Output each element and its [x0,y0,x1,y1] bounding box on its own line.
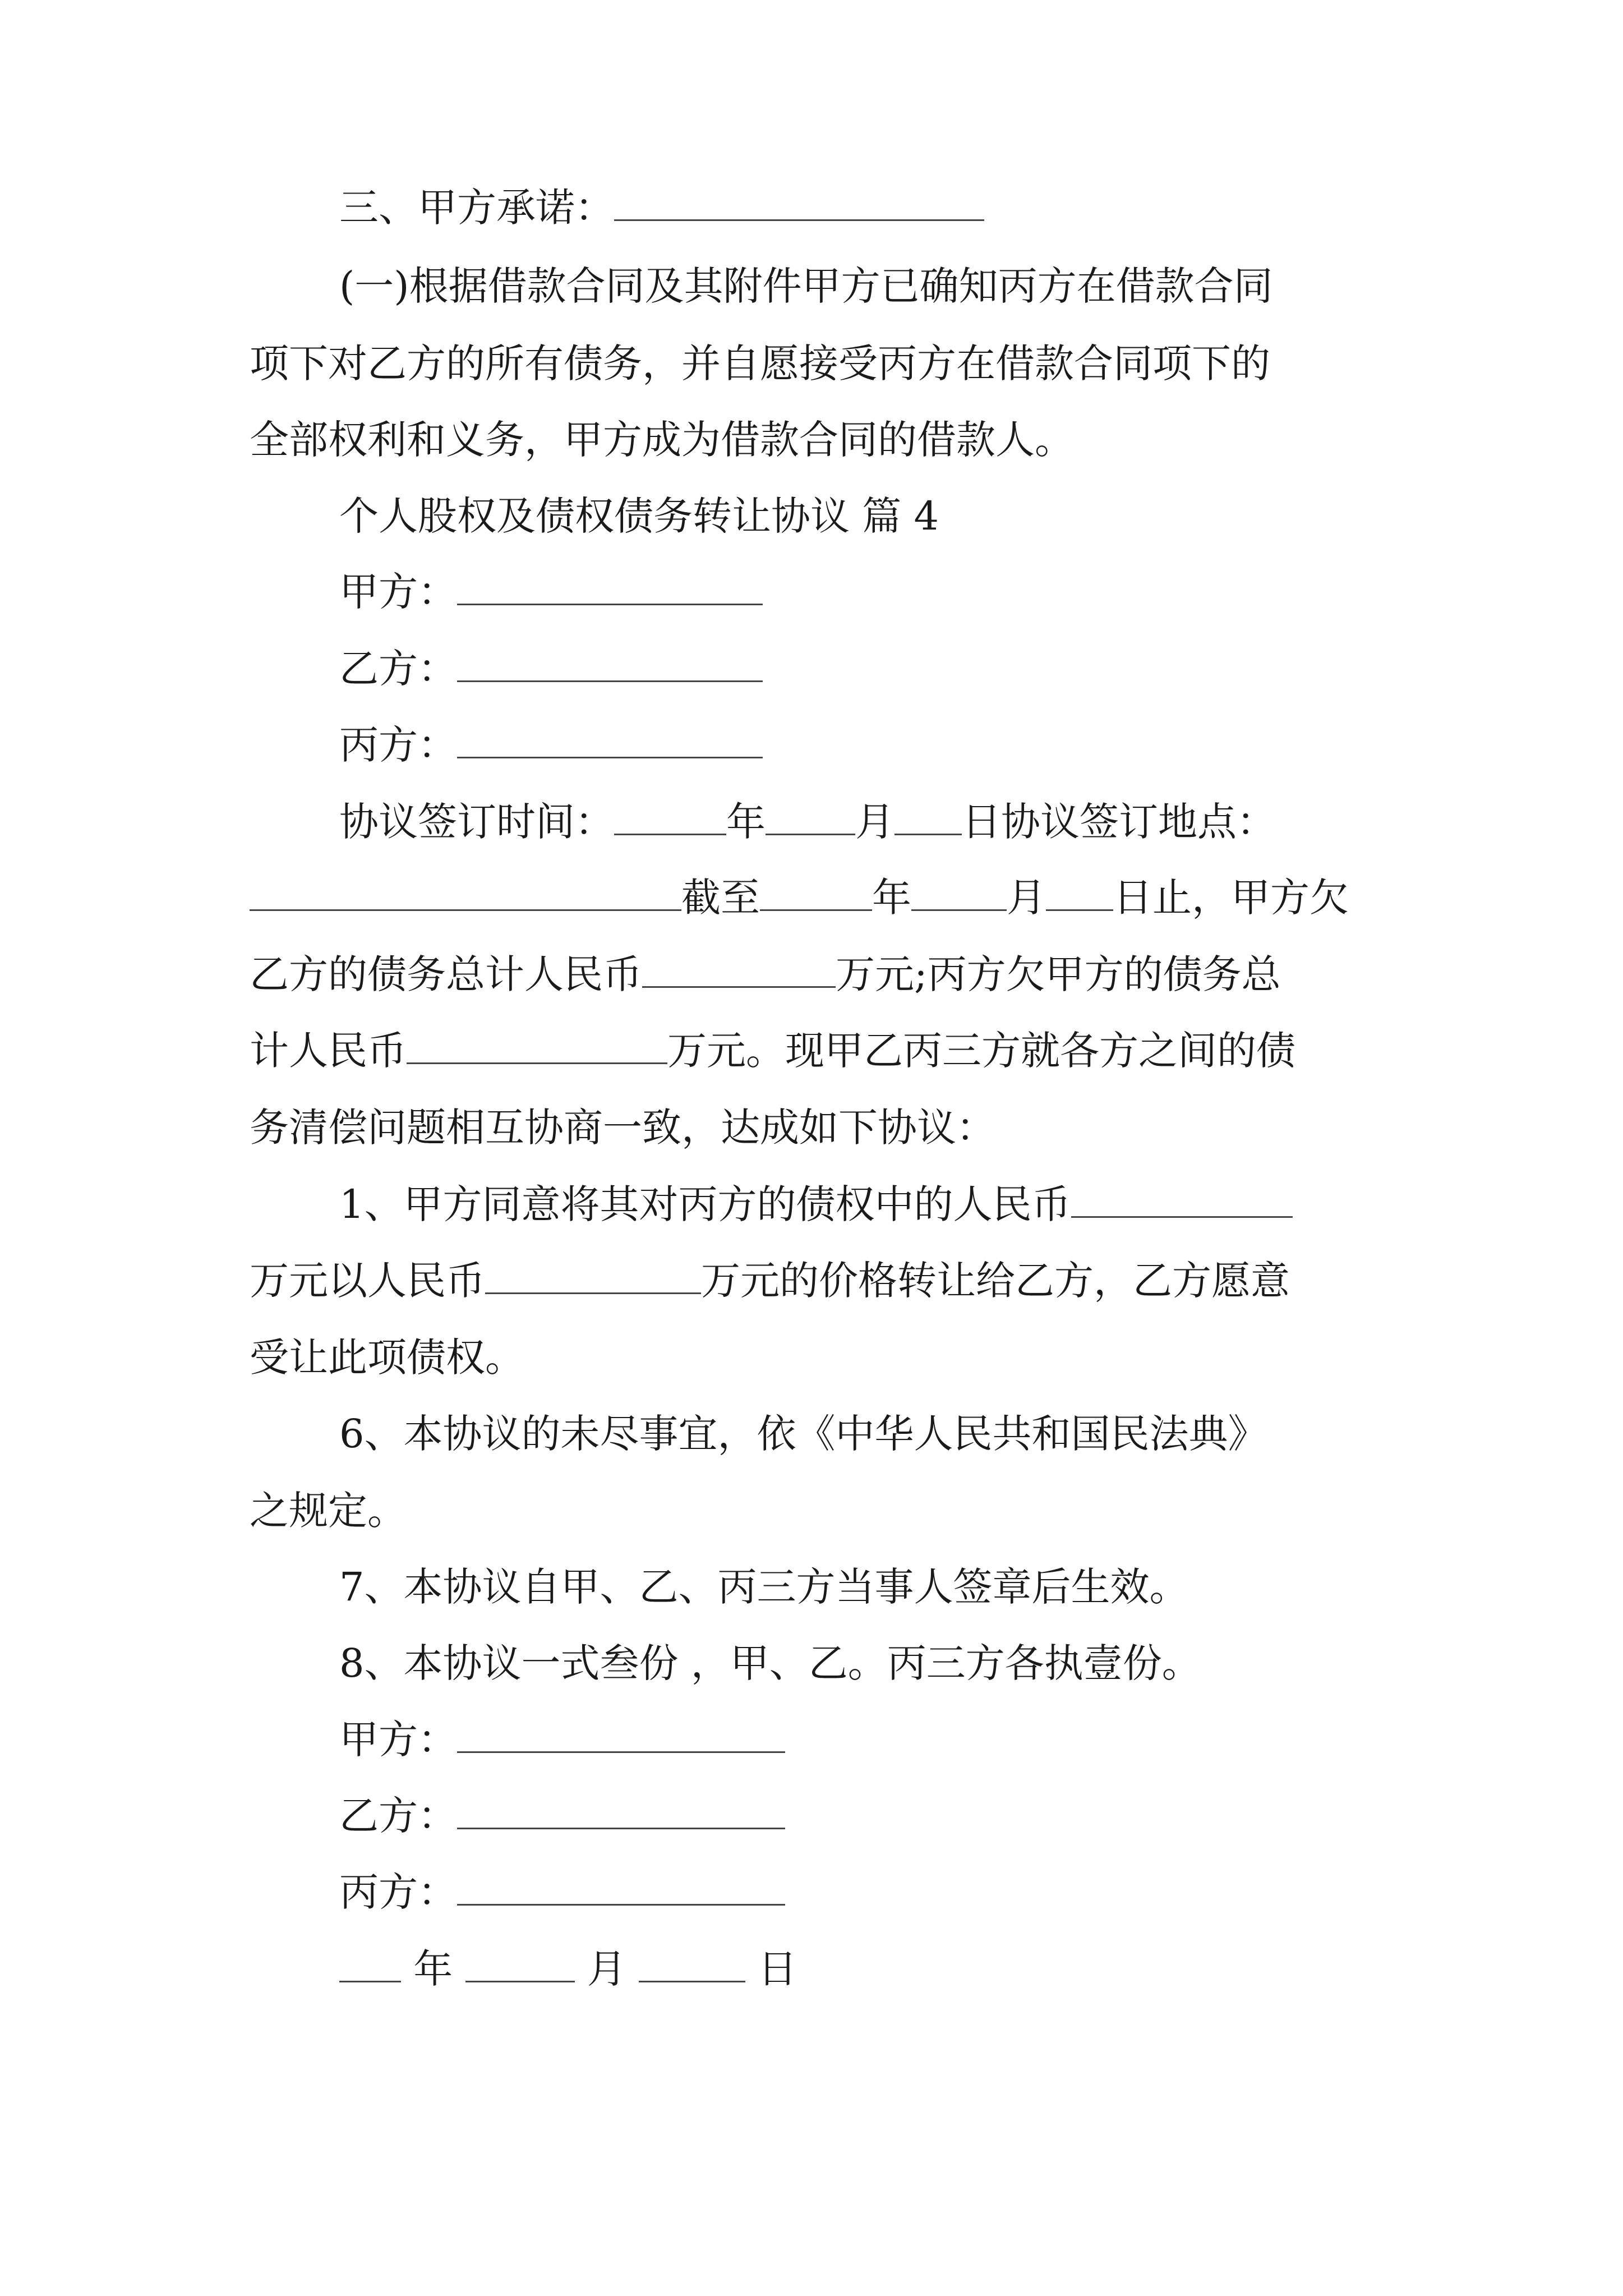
text-segment: 年 [401,1946,465,1992]
text-segment: 月 [855,799,895,845]
text-segment: 日 [745,1946,797,1992]
document-line [0,1397,1623,1470]
fill-in-blank [614,182,984,222]
text-segment: 计人民币 [250,1028,407,1074]
document-line [0,1474,1623,1547]
text-segment: 月 [1007,875,1046,921]
text-segment: 6、本协议的未尽事宜，依《中华人民共和国民法典》 [339,1411,1267,1457]
text-segment: 年 [872,875,911,921]
text-segment: 协议签订时间： [339,799,614,845]
text-segment: 8、本协议一式叁份 ，甲、乙。丙三方各执壹份。 [339,1640,1201,1686]
document-line [0,480,1623,553]
fill-in-blank [614,797,726,836]
document-line [0,1856,1623,1929]
document-line [0,171,1623,244]
fill-in-blank [250,872,681,912]
document-line [0,1091,1623,1164]
text-segment: 甲方： [339,1717,457,1763]
document-line [0,1321,1623,1394]
text-segment: 截至 [681,875,760,921]
text-segment: 个人股权及债权债务转让协议 篇 4 [339,493,939,539]
fill-in-blank [465,1944,575,1983]
text-segment: 之规定。 [250,1488,407,1534]
document-line [0,1932,1623,2005]
document-line [0,1779,1623,1852]
fill-in-blank [457,643,763,683]
text-segment: 甲方： [339,569,457,615]
fill-in-blank [642,949,836,988]
fill-in-blank [1046,872,1113,912]
text-segment: 项下对乙方的所有债务，并自愿接受丙方在借款合同项下的 [250,341,1270,386]
fill-in-blank [766,797,855,836]
document-line [0,1627,1623,1700]
text-segment: 万元;丙方欠甲方的债务总 [836,951,1281,997]
fill-in-blank [339,1944,401,1983]
fill-in-blank [457,1714,785,1754]
fill-in-blank [485,1255,701,1295]
document-line [0,403,1623,476]
fill-in-blank [407,1025,667,1065]
text-segment: 丙方： [339,1869,457,1915]
fill-in-blank [457,720,763,759]
text-segment: 万元以人民币 [250,1258,485,1304]
text-segment: 万元的价格转让给乙方，乙方愿意 [701,1258,1290,1304]
document-line [0,327,1623,400]
text-segment: 月 [574,1946,639,1992]
text-segment: 务清偿问题相互协商一致，达成如下协议： [250,1105,995,1151]
text-segment: 乙方的债务总计人民币 [250,951,642,997]
text-segment: 受让此项债权。 [250,1335,524,1381]
text-segment: 全部权利和义务，甲方成为借款合同的借款人。 [250,417,1074,463]
text-segment: 7、本协议自甲、乙、丙三方当事人签章后生效。 [339,1564,1189,1610]
text-segment: 日协议签订地点： [962,799,1276,845]
document-line [0,1168,1623,1241]
fill-in-blank [457,1791,785,1830]
fill-in-blank [639,1944,745,1983]
fill-in-blank [1071,1179,1293,1218]
document-line [0,1014,1623,1087]
document-line [0,708,1623,781]
text-segment: 1、甲方同意将其对丙方的债权中的人民币 [339,1181,1071,1227]
document-line [0,1703,1623,1776]
document-line [0,250,1623,323]
document-line [0,1244,1623,1317]
document-line [0,938,1623,1011]
text-segment: 年 [726,799,766,845]
document-line [0,861,1623,934]
document-line [0,632,1623,705]
text-segment: 三、甲方承诺： [339,185,614,231]
document-line [0,1550,1623,1623]
text-segment: (一)根据借款合同及其附件甲方已确知丙方在借款合同 [339,263,1273,309]
fill-in-blank [911,872,1007,912]
document-line [0,785,1623,858]
fill-in-blank [457,567,763,606]
fill-in-blank [895,797,962,836]
text-segment: 丙方： [339,722,457,768]
text-segment: 万元。现甲乙丙三方就各方之间的债 [667,1028,1295,1074]
document-line [0,555,1623,628]
fill-in-blank [457,1867,785,1906]
text-segment: 乙方： [339,1793,457,1839]
text-segment: 乙方： [339,646,457,692]
fill-in-blank [760,872,872,912]
text-segment: 日止，甲方欠 [1113,875,1349,921]
